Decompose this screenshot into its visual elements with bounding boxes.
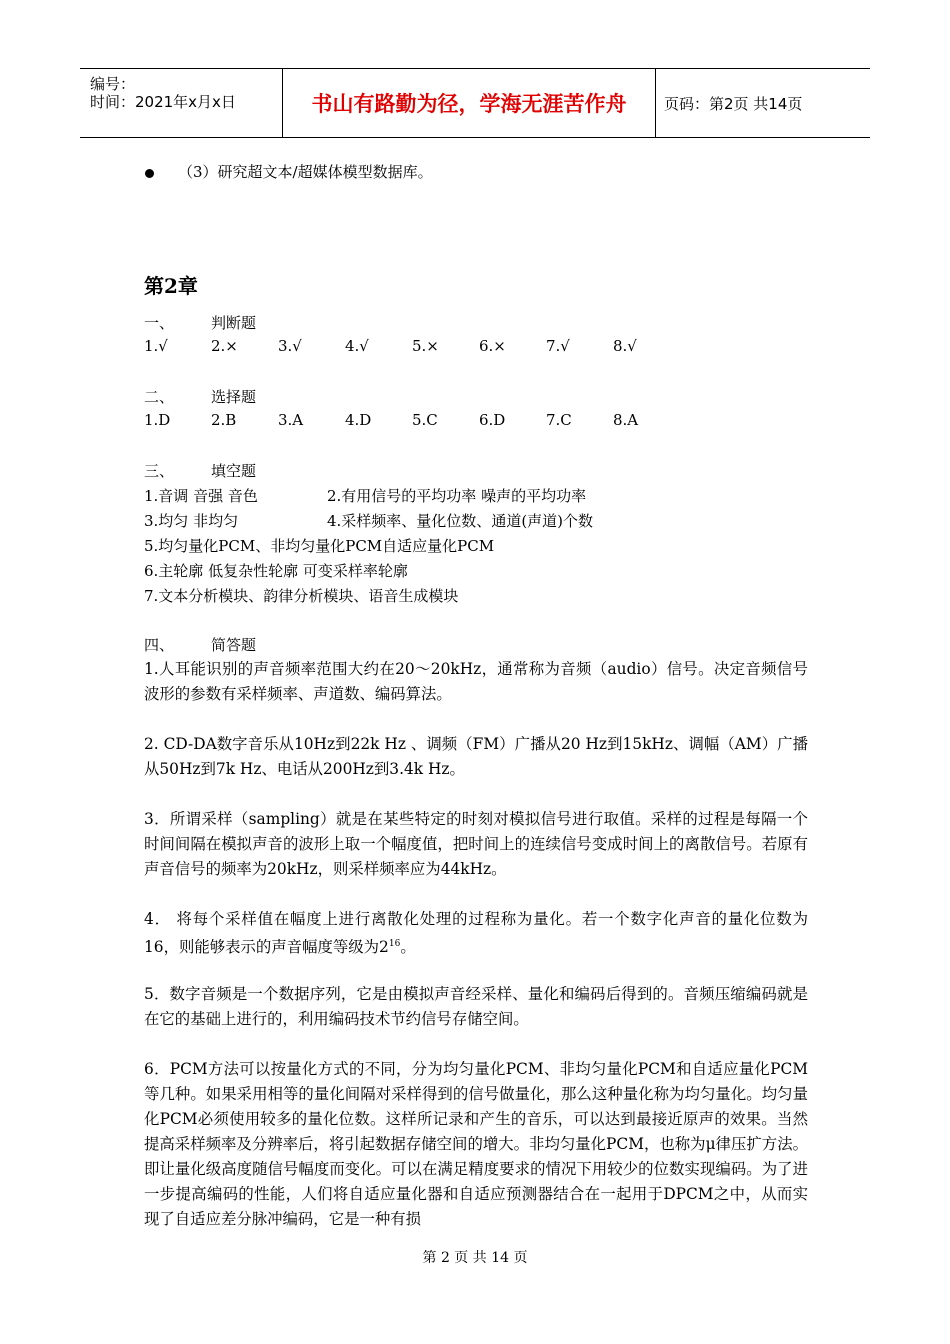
judge-answers xyxy=(144,337,680,355)
answer-paragraph-1: 1.人耳能识别的声音频率范围大约在20～20kHz，通常称为音频（audio）信号。决定音频信号波形的参数有采样频率、声道数、编码算法。 xyxy=(144,660,808,703)
answer-paragraph-2: 2. CD-DA数字音乐从10Hz到22k Hz 、调频（FM）广播从20 Hz到15kHz、调幅（AM）广播从50Hz到7k Hz、电话从200Hz到3.4k Hz。 xyxy=(144,735,808,778)
section-title: 简答题 xyxy=(211,636,257,654)
answer-paragraph-3: 3．所谓采样（sampling）就是在某些特定的时刻对模拟信号进行取值。采样的过程是每隔一个时间间隔在模拟声音的波形上取一个幅度值，把时间上的连续信号变成时间上的离散信号。若原有声音信号的频率为20kHz，则采样频率应为44kHz。 xyxy=(144,810,808,878)
chapter-title: 第2章 xyxy=(144,274,198,298)
page-label: 页码：第2页 共14页 xyxy=(664,94,803,113)
answer-item: 3.√ xyxy=(278,337,302,355)
answer-item: 8.A xyxy=(613,411,639,429)
answer-item: 8.√ xyxy=(613,337,637,355)
fill-answer: 5.均匀量化PCM、非均匀量化PCM自适应量化PCM xyxy=(144,537,495,555)
answer-item: 6.D xyxy=(479,411,506,429)
section-title: 填空题 xyxy=(211,462,257,480)
choice-answers xyxy=(144,411,680,429)
answer-item: 1.√ xyxy=(144,337,168,355)
fill-answer: 1.音调 音强 音色 xyxy=(144,487,258,505)
fill-answer: 2.有用信号的平均功率 噪声的平均功率 xyxy=(327,487,587,505)
answer-item: 5.C xyxy=(412,411,438,429)
answer-paragraph-4 xyxy=(144,907,808,960)
answer-item: 7.C xyxy=(546,411,572,429)
answer-item: 4.√ xyxy=(345,337,369,355)
page-header xyxy=(80,68,870,138)
answer-item: 4.D xyxy=(345,411,372,429)
fill-answer: 4.采样频率、量化位数、通道(声道)个数 xyxy=(327,512,594,530)
answer-item: 6.× xyxy=(479,337,506,355)
bullet-text: （3）研究超文本/超媒体模型数据库。 xyxy=(178,163,433,181)
section-number: 二、 xyxy=(144,388,175,406)
header-meta-cell xyxy=(80,69,283,137)
section-choice-heading xyxy=(144,386,256,407)
section-short-heading xyxy=(144,634,256,655)
section-number: 一、 xyxy=(144,314,175,332)
section-judge-heading xyxy=(144,312,256,333)
section-title: 判断题 xyxy=(211,314,257,332)
paragraph-end: 。 xyxy=(400,938,416,957)
bullet-item xyxy=(145,161,433,182)
superscript-exponent: 16 xyxy=(388,939,401,949)
answer-item: 2.× xyxy=(211,337,238,355)
answer-paragraph-5: 5．数字音频是一个数据序列，它是由模拟声音经采样、量化和编码后得到的。音频压缩编码就是在它的基础上进行的，利用编码技术节约信号存储空间。 xyxy=(144,985,808,1028)
answer-paragraph-6: 6．PCM方法可以按量化方式的不同，分为均匀量化PCM、非均匀量化PCM和自适应量化PCM等几种。如果采用相等的量化间隔对采样得到的信号做量化，那么这种量化称为均匀量化。均匀量化PCM必须使用较多的量化位数。这样所记录和产生的音乐，可以达到最接近原声的效果。当然提高采样频率及分辨率后，将引起数据存储空间的增大。非均匀量化PCM，也称为μ律压扩方法。即让量化级高度随信号幅度而变化。可以在满足精度要求的情况下用较少的位数实现编码。为了进一步提高编码的性能，人们将自适应量化器和自适应预测器结合在一起用于DPCM之中，从而实现了自适应差分脉冲编码，它是一种有损 xyxy=(144,1060,808,1228)
section-fill-heading xyxy=(144,460,256,481)
fill-answer: 6.主轮廓 低复杂性轮廓 可变采样率轮廓 xyxy=(144,562,408,580)
section-title: 选择题 xyxy=(211,388,257,406)
fill-row-1 xyxy=(144,485,586,506)
fill-answer: 3.均匀 非均匀 xyxy=(144,512,239,530)
section-number: 四、 xyxy=(144,636,175,654)
bullet-icon xyxy=(145,169,154,178)
answer-item: 2.B xyxy=(211,411,237,429)
paragraph-text: 4． 将每个采样值在幅度上进行离散化处理的过程称为量化。若一个数字化声音的量化位数为16，则能够表示的声音幅度等级为2 xyxy=(144,910,808,957)
section-number: 三、 xyxy=(144,462,175,480)
answer-item: 7.√ xyxy=(546,337,570,355)
page-footer: 第 2 页 共 14 页 xyxy=(422,1250,528,1266)
motto: 书山有路勤为径，学海无涯苦作舟 xyxy=(283,69,656,137)
answer-item: 5.× xyxy=(412,337,439,355)
fill-answer: 7.文本分析模块、韵律分析模块、语音生成模块 xyxy=(144,587,459,605)
number-label: 编号： xyxy=(90,75,136,93)
answer-item: 1.D xyxy=(144,411,171,429)
fill-row-2 xyxy=(144,510,593,531)
answer-item: 3.A xyxy=(278,411,304,429)
time-label: 时间：2021年x月x日 xyxy=(90,93,236,111)
